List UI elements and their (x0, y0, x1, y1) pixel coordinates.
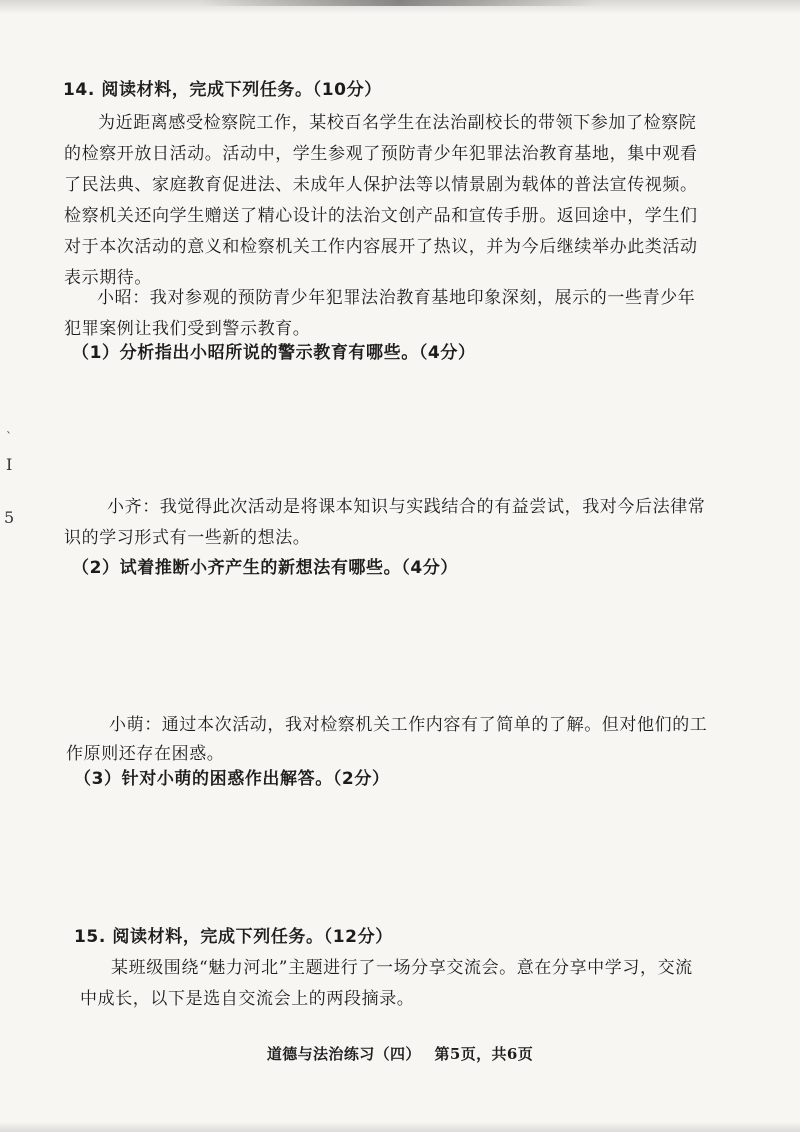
page-footer (0, 1043, 800, 1064)
margin-mark: 5 (4, 508, 15, 527)
q15-material-line: 中成长，以下是选自交流会上的两段摘录。 (80, 989, 415, 1009)
q15-material-line: 某班级围绕“魅力河北”主题进行了一场分享交流会。意在分享中学习，交流 (111, 958, 693, 978)
q14-material-line: 检察机关还向学生赠送了精心设计的法治文创产品和宣传手册。返回途中，学生们 (64, 206, 698, 226)
footer-page-number: 第5页，共6页 (434, 1045, 534, 1063)
q14-task-2: （2）试着推断小齐产生的新想法有哪些。（4分） (72, 558, 458, 578)
scan-shadow-top-dark (200, 0, 600, 6)
q14-material-line: 对于本次活动的意义和检察机关工作内容展开了热议，并为今后继续举办此类活动 (64, 237, 698, 257)
q14-material-line: 为近距离感受检察院工作，某校百名学生在法治副校长的带领下参加了检察院 (98, 113, 697, 133)
margin-tick-mark: ˋ (6, 430, 12, 444)
xiaozhao-line: 犯罪案例让我们受到警示教育。 (64, 319, 311, 339)
xiaoqi-line: 小齐：我觉得此次活动是将课本知识与实践结合的有益尝试，我对今后法律常 (107, 497, 706, 517)
q14-material-line: 的检察开放日活动。活动中，学生参观了预防青少年犯罪法治教育基地，集中观看 (64, 144, 698, 164)
footer-subject: 道德与法治练习（四） (266, 1045, 421, 1063)
q15-title: 15. 阅读材料，完成下列任务。（12分） (74, 927, 393, 947)
q14-title: 14. 阅读材料，完成下列任务。（10分） (63, 80, 382, 100)
xiaomeng-line: 小萌：通过本次活动，我对检察机关工作内容有了简单的了解。但对他们的工 (109, 715, 708, 735)
xiaozhao-line: 小昭：我对参观的预防青少年犯罪法治教育基地印象深刻，展示的一些青少年 (97, 288, 696, 308)
scan-shadow-bottom (0, 1122, 800, 1132)
q14-task-1: （1）分析指出小昭所说的警示教育有哪些。（4分） (72, 343, 476, 363)
q14-material-line: 表示期待。 (64, 268, 152, 288)
margin-mark: I (6, 455, 13, 474)
xiaoqi-line: 识的学习形式有一些新的想法。 (64, 528, 311, 548)
xiaomeng-line: 作原则还存在困惑。 (66, 744, 225, 764)
q14-material-line: 了民法典、家庭教育促进法、未成年人保护法等以情景剧为载体的普法宣传视频。 (64, 175, 698, 195)
q14-task-3: （3）针对小萌的困惑作出解答。（2分） (74, 769, 390, 789)
